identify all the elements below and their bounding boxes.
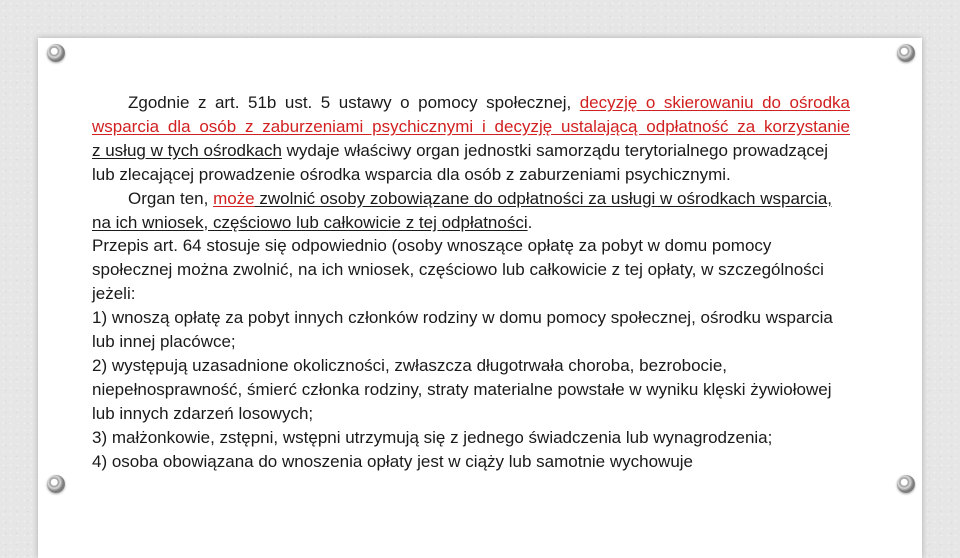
- paragraph-legal-basis-cont: [92, 139, 850, 187]
- list-item: 4) osoba obowiązana do wnoszenia opłaty jest w ciąży lub samotnie wychowuje: [92, 451, 694, 471]
- pin-icon: [47, 475, 65, 493]
- underlined-text: z usług w tych ośrodkach: [92, 140, 282, 160]
- list-item: 3) małżonkowie, zstępni, wstępni utrzymują się z jednego świadczenia lub wynagrodzenia;: [92, 427, 773, 447]
- paragraph-article-64: Przepis art. 64 stosuje się odpowiednio (osoby wnoszące opłatę za pobyt w domu pomocy społecznej można zwolnić, na ich wniosek, częściowo lub całkowicie z tej opłaty, w szczególności jeżeli:: [92, 236, 824, 304]
- underlined-text: zwolnić osoby zobowiązane do odpłatności za usługi w ośrodkach wsparcia, na ich wniosek, częściowo lub całkowicie z tej odpłatności: [92, 188, 833, 232]
- highlight-connector: i: [473, 116, 495, 136]
- highlight-fee-decision: decyzję ustalającą odpłatność za korzystanie: [494, 116, 851, 136]
- list-item: 1) wnoszą opłatę za pobyt innych członków rodziny w domu pomocy społecznej, ośrodku wsparcia lub innej placówce;: [92, 308, 833, 352]
- list-item: 2) występują uzasadnione okoliczności, zwłaszcza długotrwała choroba, bezrobocie, niepełnosprawność, śmierć członka rodziny, straty materialne powstałe w wyniku klęski żywiołowej lub innych zdarzeń losowych;: [92, 355, 832, 423]
- slide-text: [92, 91, 850, 474]
- highlight-may: może: [213, 188, 255, 208]
- text-run: Zgodnie z art. 51b ust. 5 ustawy o pomocy społecznej,: [128, 93, 580, 112]
- paragraph-legal-basis: [92, 91, 850, 139]
- pin-icon: [47, 44, 65, 62]
- pin-icon: [897, 475, 915, 493]
- highlight-referral-decision: decyzję o skierowaniu do ośrodka wsparcia dla osób z zaburzeniami psychicznymi: [92, 93, 850, 136]
- pin-icon: [897, 44, 915, 62]
- text-run: .: [527, 212, 533, 232]
- paragraph-exemption: [92, 187, 850, 235]
- text-run: Organ ten,: [128, 188, 214, 208]
- text-run: wydaje właściwy organ jednostki samorządu terytorialnego prowadzącej lub zlecającej prowadzenie ośrodka wsparcia dla osób z zaburzeniami psychicznymi.: [92, 140, 829, 184]
